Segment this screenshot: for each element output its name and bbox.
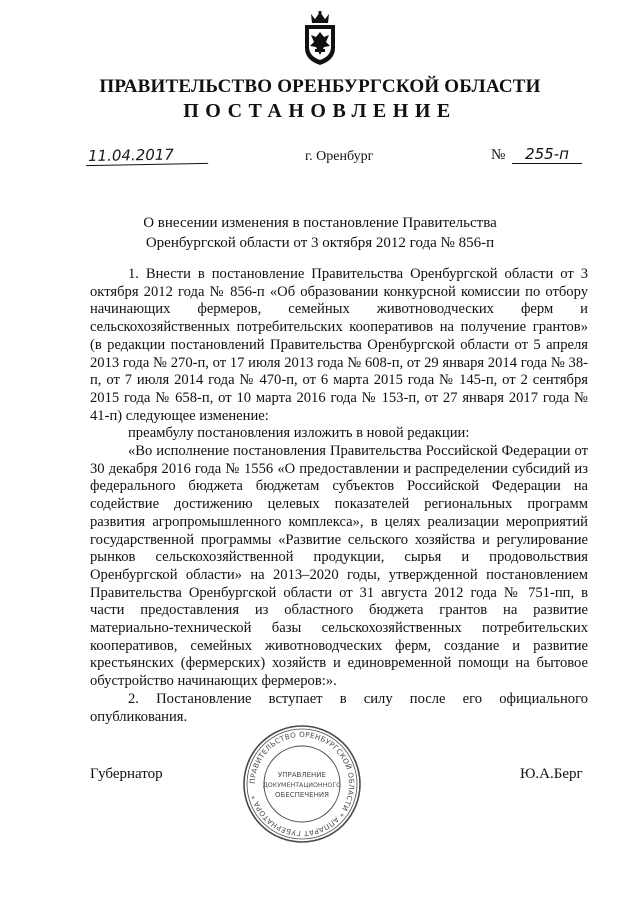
paragraph-1: 1. Внести в постановление Правительства Оренбургской области от 3 октября 2012 года № 856-п «Об образовании конкурсной комиссии по отбору начинающих фермеров, семейных животноводческих ферм и сельскохозяйственных потребительских кооперативов на получение грантов» (в редакции постановлений Правительства Оренбургской области от 5 апреля 2013 года № 270-п, от 17 июля 2013 года № 608-п, от 29 января 2014 года № 38-п, от 7 июля 2014 года № 470-п, от 6 марта 2015 года № 145-п, от 2 сентября 2015 года № 658-п, от 10 марта 2016 года № 153-п, от 27 января 2017 года № 41-п) следующее изменение:	[90, 266, 588, 424]
coat-of-arms-icon	[301, 10, 339, 66]
paragraph-3: «Во исполнение постановления Правительства Российской Федерации от 30 декабря 2016 года № 1556 «О предоставлении и распределении субсидий из федерального бюджета бюджетам субъектов Российской Федерации на содействие достижению целевых показателей региональных программ развития агропромышленного комплекса», в целях реализации мероприятий государственной программы «Развитие сельского хозяйства и регулирование рынков сельскохозяйственной продукции, сырья и продовольствия Оренбургской области» на 2013–2020 годы, утвержденной постановлением Правительства Оренбургской области от 31 августа 2012 года № 751-пп, в части предоставления из областного бюджета грантов на развитие материально-технической базы сельскохозяйственных потребительских кооперативов, семейных животноводческих ферм, создание и развитие крестьянских (фермерских) хозяйств и единовременной помощи на бытовое обустройство начинающих фермеров:».	[90, 443, 588, 690]
seal-center-line-3: ОБЕСПЕЧЕНИЯ	[275, 791, 329, 799]
seal-center-line-1: УПРАВЛЕНИЕ	[278, 771, 326, 779]
number-label: №	[491, 147, 506, 163]
document-type: ПОСТАНОВЛЕНИЕ	[183, 100, 457, 122]
city: г. Оренбург	[305, 149, 374, 164]
subject-line-1: О внесении изменения в постановление Правительства	[143, 215, 497, 231]
document-body	[90, 266, 588, 726]
subject	[0, 213, 640, 253]
seal-center-line-2: ДОКУМЕНТАЦИОННОГО	[262, 782, 342, 789]
signer-name: Ю.А.Берг	[520, 766, 583, 782]
seal-ring-text: ПРАВИТЕЛЬСТВО ОРЕНБУРГСКОЙ ОБЛАСТИ * АППАРАТ ГУБЕРНАТОРА *	[247, 729, 357, 839]
paragraph-4: 2. Постановление вступает в силу после его официального опубликования.	[90, 690, 588, 725]
signer-position: Губернатор	[90, 766, 163, 782]
subject-line-2: Оренбургской области от 3 октября 2012 года № 856-п	[145, 235, 495, 251]
document-number: 255-п	[512, 145, 582, 164]
organization-title: ПРАВИТЕЛЬСТВО ОРЕНБУРГСКОЙ ОБЛАСТИ	[99, 76, 541, 97]
document-date: 11.04.2017	[86, 145, 208, 166]
official-seal-icon	[241, 723, 363, 845]
paragraph-2: преамбулу постановления изложить в новой редакции:	[128, 425, 470, 442]
